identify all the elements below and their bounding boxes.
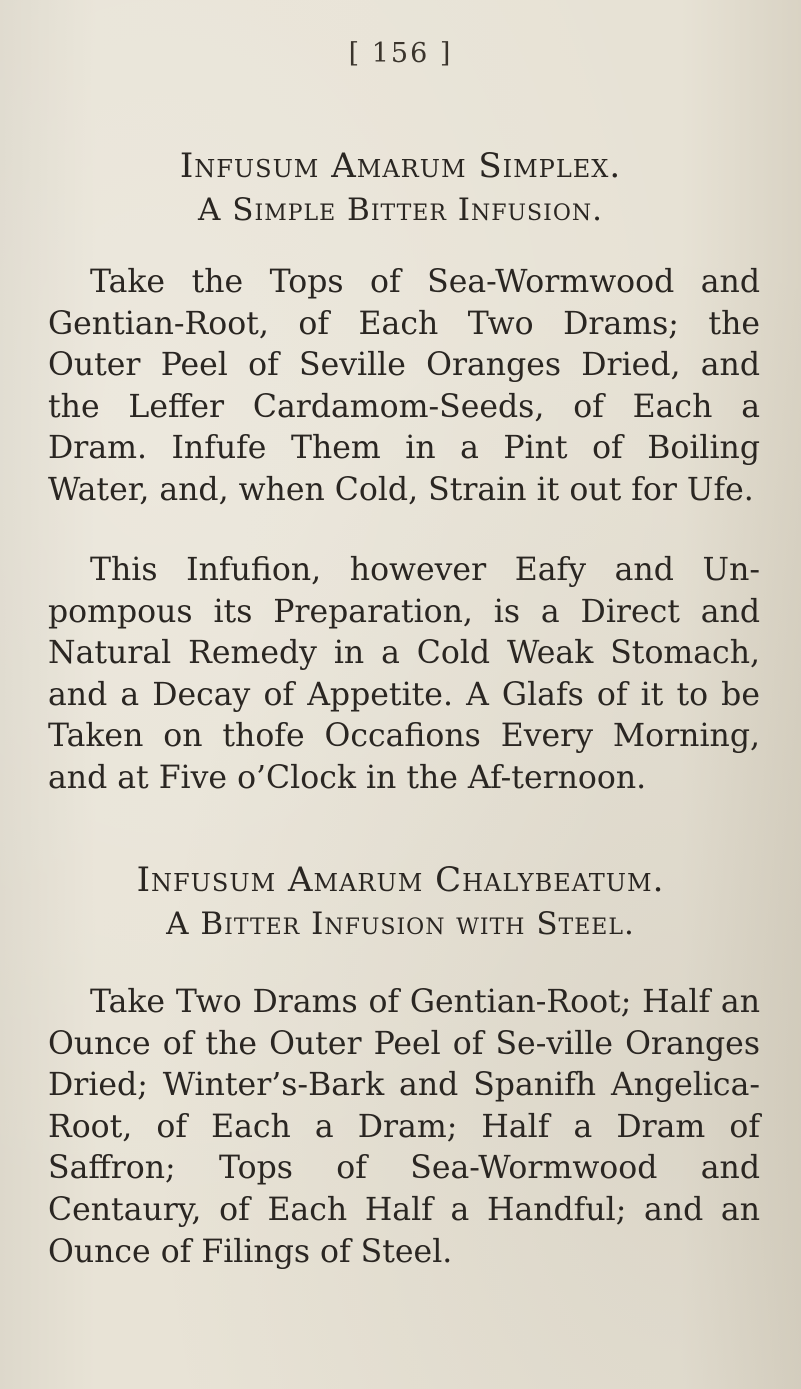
section-1-english-title: A Simple Bitter Infusion. (198, 192, 603, 228)
section-1-latin-title: Infusum Amarum Simplex. (179, 146, 622, 186)
section-2-latin-title: Infusum Amarum Chalybeatum. (136, 860, 665, 900)
section-2-paragraph-1: Take Two Drams of Gentian-Root; Half an Ounce of the Outer Peel of Se-ville Oranges Dried; Winter’s-Bark and Spanifh Angelica-Root, of Each a Dram; Half a Dram of Saffron; Tops of Sea-Wormwood and Centaury, of Each Half a Handful; and an Ounce of Filings of Steel. (48, 984, 760, 1270)
page-number: [ 156 ] (348, 38, 453, 69)
section-1-paragraph-1: Take the Tops of Sea-Wormwood and Gentian-Root, of Each Two Drams; the Outer Peel of Seville Oranges Dried, and the Leffer Cardamom-Seeds, of Each a Dram. Infufe Them in a Pint of Boiling Water, and, when Cold, Strain it out for Ufe. (48, 264, 760, 508)
section-2-english-title: A Bitter Infusion with Steel. (166, 906, 635, 942)
section-1-paragraph-2: This Infufion, however Eafy and Un-pompous its Preparation, is a Direct and Natural Remedy in a Cold Weak Stomach, and a Decay of Appetite. A Glafs of it to be Taken on thofe Occafions Every Morning, and at Five o’Clock in the Af-ternoon. (48, 552, 760, 796)
